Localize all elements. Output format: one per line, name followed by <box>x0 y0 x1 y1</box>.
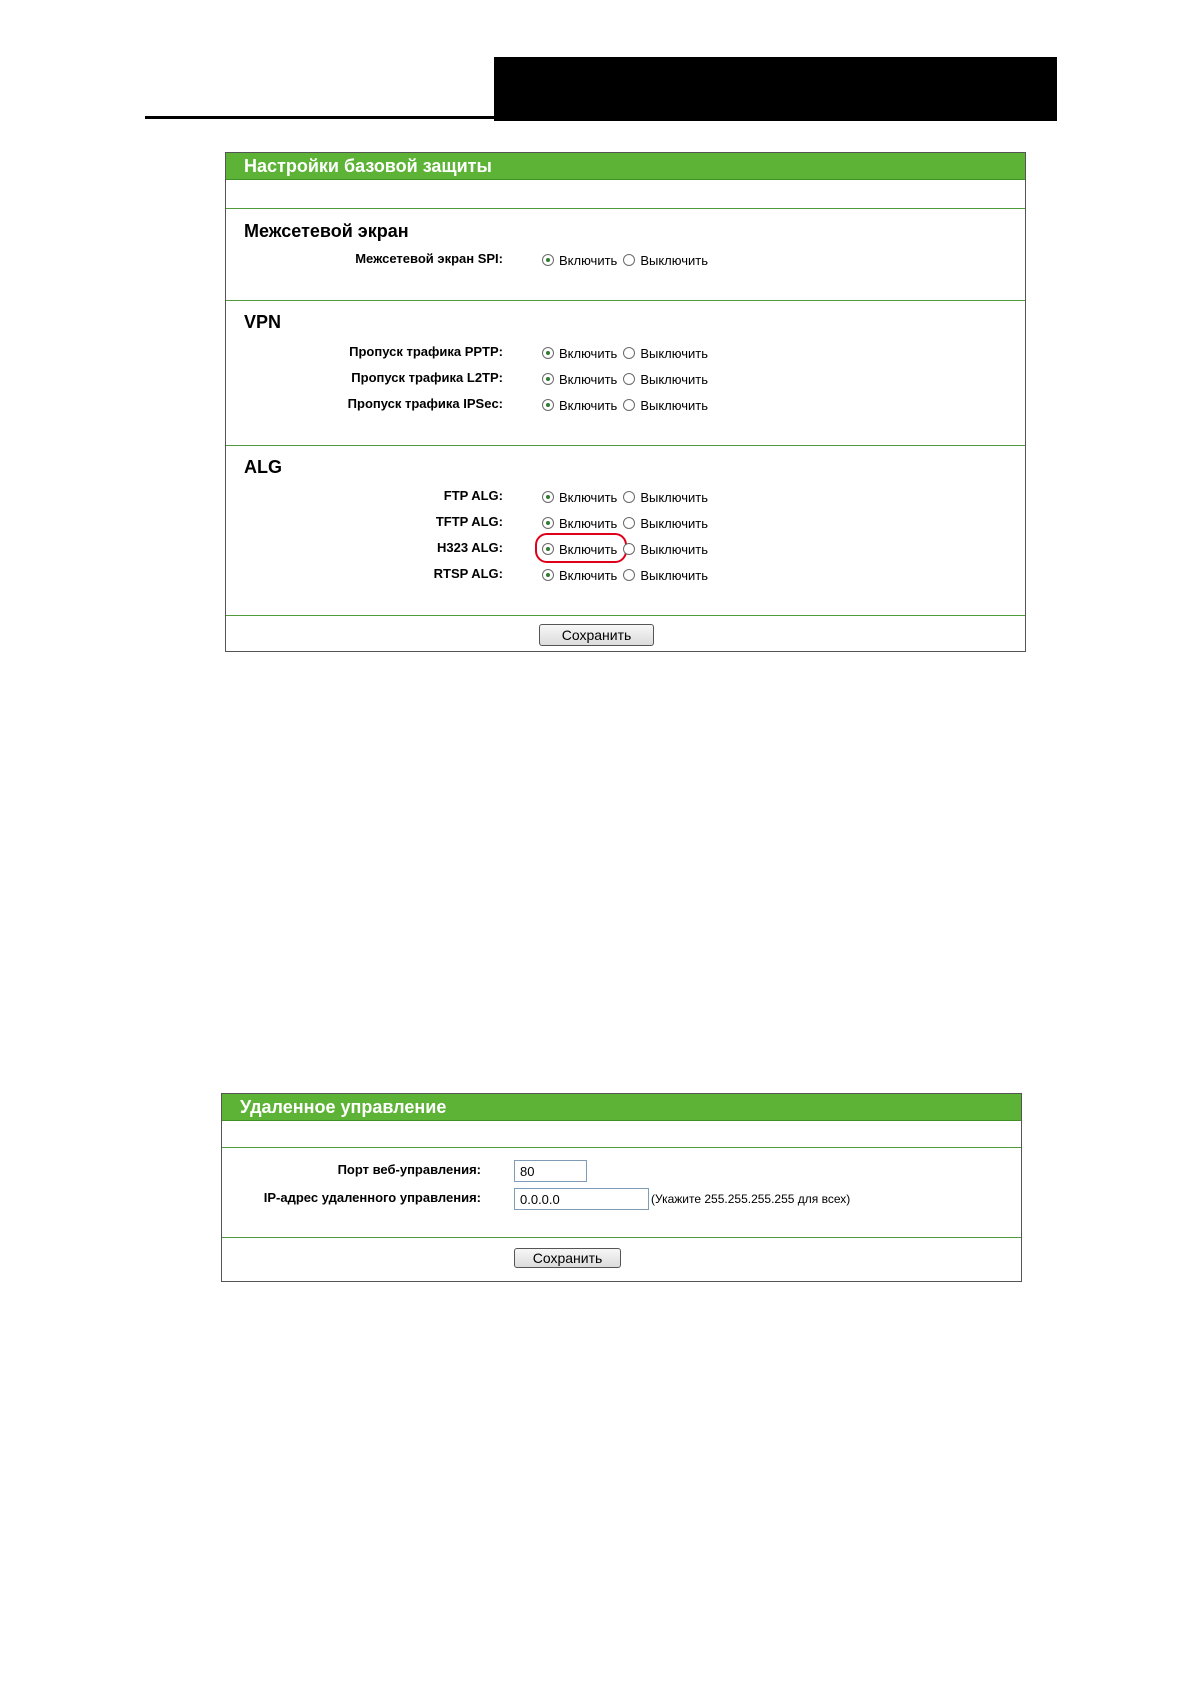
port-row <box>222 1160 1021 1182</box>
rtsp-alg-radio-group <box>542 564 714 586</box>
pptp-enable-label[interactable]: Включить <box>559 345 618 361</box>
h323-alg-row <box>226 538 1025 560</box>
ftp-alg-enable-radio[interactable] <box>542 491 554 503</box>
spi-label: Межсетевой экран SPI: <box>355 251 503 266</box>
rtsp-alg-disable-radio[interactable] <box>623 569 635 581</box>
security-button-bar <box>226 616 1025 654</box>
h323-alg-disable-radio[interactable] <box>623 543 635 555</box>
firewall-section <box>226 209 1025 301</box>
remote-fields-section <box>222 1148 1021 1238</box>
tftp-alg-enable-label[interactable]: Включить <box>559 515 618 531</box>
tftp-alg-disable-radio[interactable] <box>623 517 635 529</box>
remote-button-bar <box>222 1238 1021 1276</box>
h323-alg-radio-group <box>542 538 714 560</box>
firewall-heading: Межсетевой экран <box>244 221 409 241</box>
h323-alg-disable-label[interactable]: Выключить <box>640 541 708 557</box>
pptp-label: Пропуск трафика PPTP: <box>349 344 503 359</box>
spi-radio-group <box>542 249 714 271</box>
rtsp-alg-disable-label[interactable]: Выключить <box>640 567 708 583</box>
ip-label: IP-адрес удаленного управления: <box>263 1190 481 1205</box>
pptp-disable-radio[interactable] <box>623 347 635 359</box>
rtsp-alg-enable-label[interactable]: Включить <box>559 567 618 583</box>
ipsec-row <box>226 394 1025 416</box>
port-label: Порт веб-управления: <box>337 1162 481 1177</box>
pptp-row <box>226 342 1025 364</box>
ipsec-enable-label[interactable]: Включить <box>559 397 618 413</box>
ftp-alg-disable-radio[interactable] <box>623 491 635 503</box>
tftp-alg-row <box>226 512 1025 534</box>
ftp-alg-radio-group <box>542 486 714 508</box>
h323-alg-label: H323 ALG: <box>437 540 503 555</box>
pptp-disable-label[interactable]: Выключить <box>640 345 708 361</box>
port-input[interactable] <box>514 1160 587 1182</box>
alg-section <box>226 446 1025 616</box>
spi-disable-radio[interactable] <box>623 254 635 266</box>
ipsec-disable-label[interactable]: Выключить <box>640 397 708 413</box>
security-panel-title: Настройки базовой защиты <box>226 153 1025 180</box>
l2tp-disable-label[interactable]: Выключить <box>640 371 708 387</box>
l2tp-row <box>226 368 1025 390</box>
security-panel <box>225 152 1026 652</box>
remote-panel <box>221 1093 1022 1282</box>
l2tp-disable-radio[interactable] <box>623 373 635 385</box>
remote-save-button[interactable]: Сохранить <box>514 1248 621 1268</box>
ftp-alg-label: FTP ALG: <box>443 488 503 503</box>
ipsec-label: Пропуск трафика IPSec: <box>347 396 503 411</box>
security-save-button[interactable]: Сохранить <box>539 624 654 646</box>
vpn-section <box>226 301 1025 446</box>
vpn-heading: VPN <box>244 312 282 332</box>
h323-alg-enable-label[interactable]: Включить <box>559 541 618 557</box>
ftp-alg-enable-label[interactable]: Включить <box>559 489 618 505</box>
security-spacer <box>226 180 1025 209</box>
spi-enable-label[interactable]: Включить <box>559 252 618 268</box>
remote-panel-title: Удаленное управление <box>222 1094 1021 1121</box>
l2tp-label: Пропуск трафика L2TP: <box>351 370 503 385</box>
tftp-alg-enable-radio[interactable] <box>542 517 554 529</box>
tftp-alg-label: TFTP ALG: <box>435 514 503 529</box>
ftp-alg-disable-label[interactable]: Выключить <box>640 489 708 505</box>
alg-heading: ALG <box>244 457 282 477</box>
h323-alg-enable-radio[interactable] <box>542 543 554 555</box>
spi-enable-radio[interactable] <box>542 254 554 266</box>
remote-spacer <box>222 1121 1021 1148</box>
pptp-radio-group <box>542 342 714 364</box>
pptp-enable-radio[interactable] <box>542 347 554 359</box>
l2tp-enable-label[interactable]: Включить <box>559 371 618 387</box>
rtsp-alg-enable-radio[interactable] <box>542 569 554 581</box>
ip-row <box>222 1188 1021 1210</box>
ipsec-disable-radio[interactable] <box>623 399 635 411</box>
rtsp-alg-label: RTSP ALG: <box>433 566 503 581</box>
ftp-alg-row <box>226 486 1025 508</box>
header-rule <box>145 116 495 119</box>
ip-hint: (Укажите 255.255.255.255 для всех) <box>651 1192 851 1206</box>
l2tp-radio-group <box>542 368 714 390</box>
spi-disable-label[interactable]: Выключить <box>640 252 708 268</box>
ipsec-radio-group <box>542 394 714 416</box>
ip-input[interactable] <box>514 1188 649 1210</box>
tftp-alg-radio-group <box>542 512 714 534</box>
header-black-block <box>494 57 1057 121</box>
ipsec-enable-radio[interactable] <box>542 399 554 411</box>
l2tp-enable-radio[interactable] <box>542 373 554 385</box>
tftp-alg-disable-label[interactable]: Выключить <box>640 515 708 531</box>
spi-row <box>226 249 1025 271</box>
rtsp-alg-row <box>226 564 1025 586</box>
